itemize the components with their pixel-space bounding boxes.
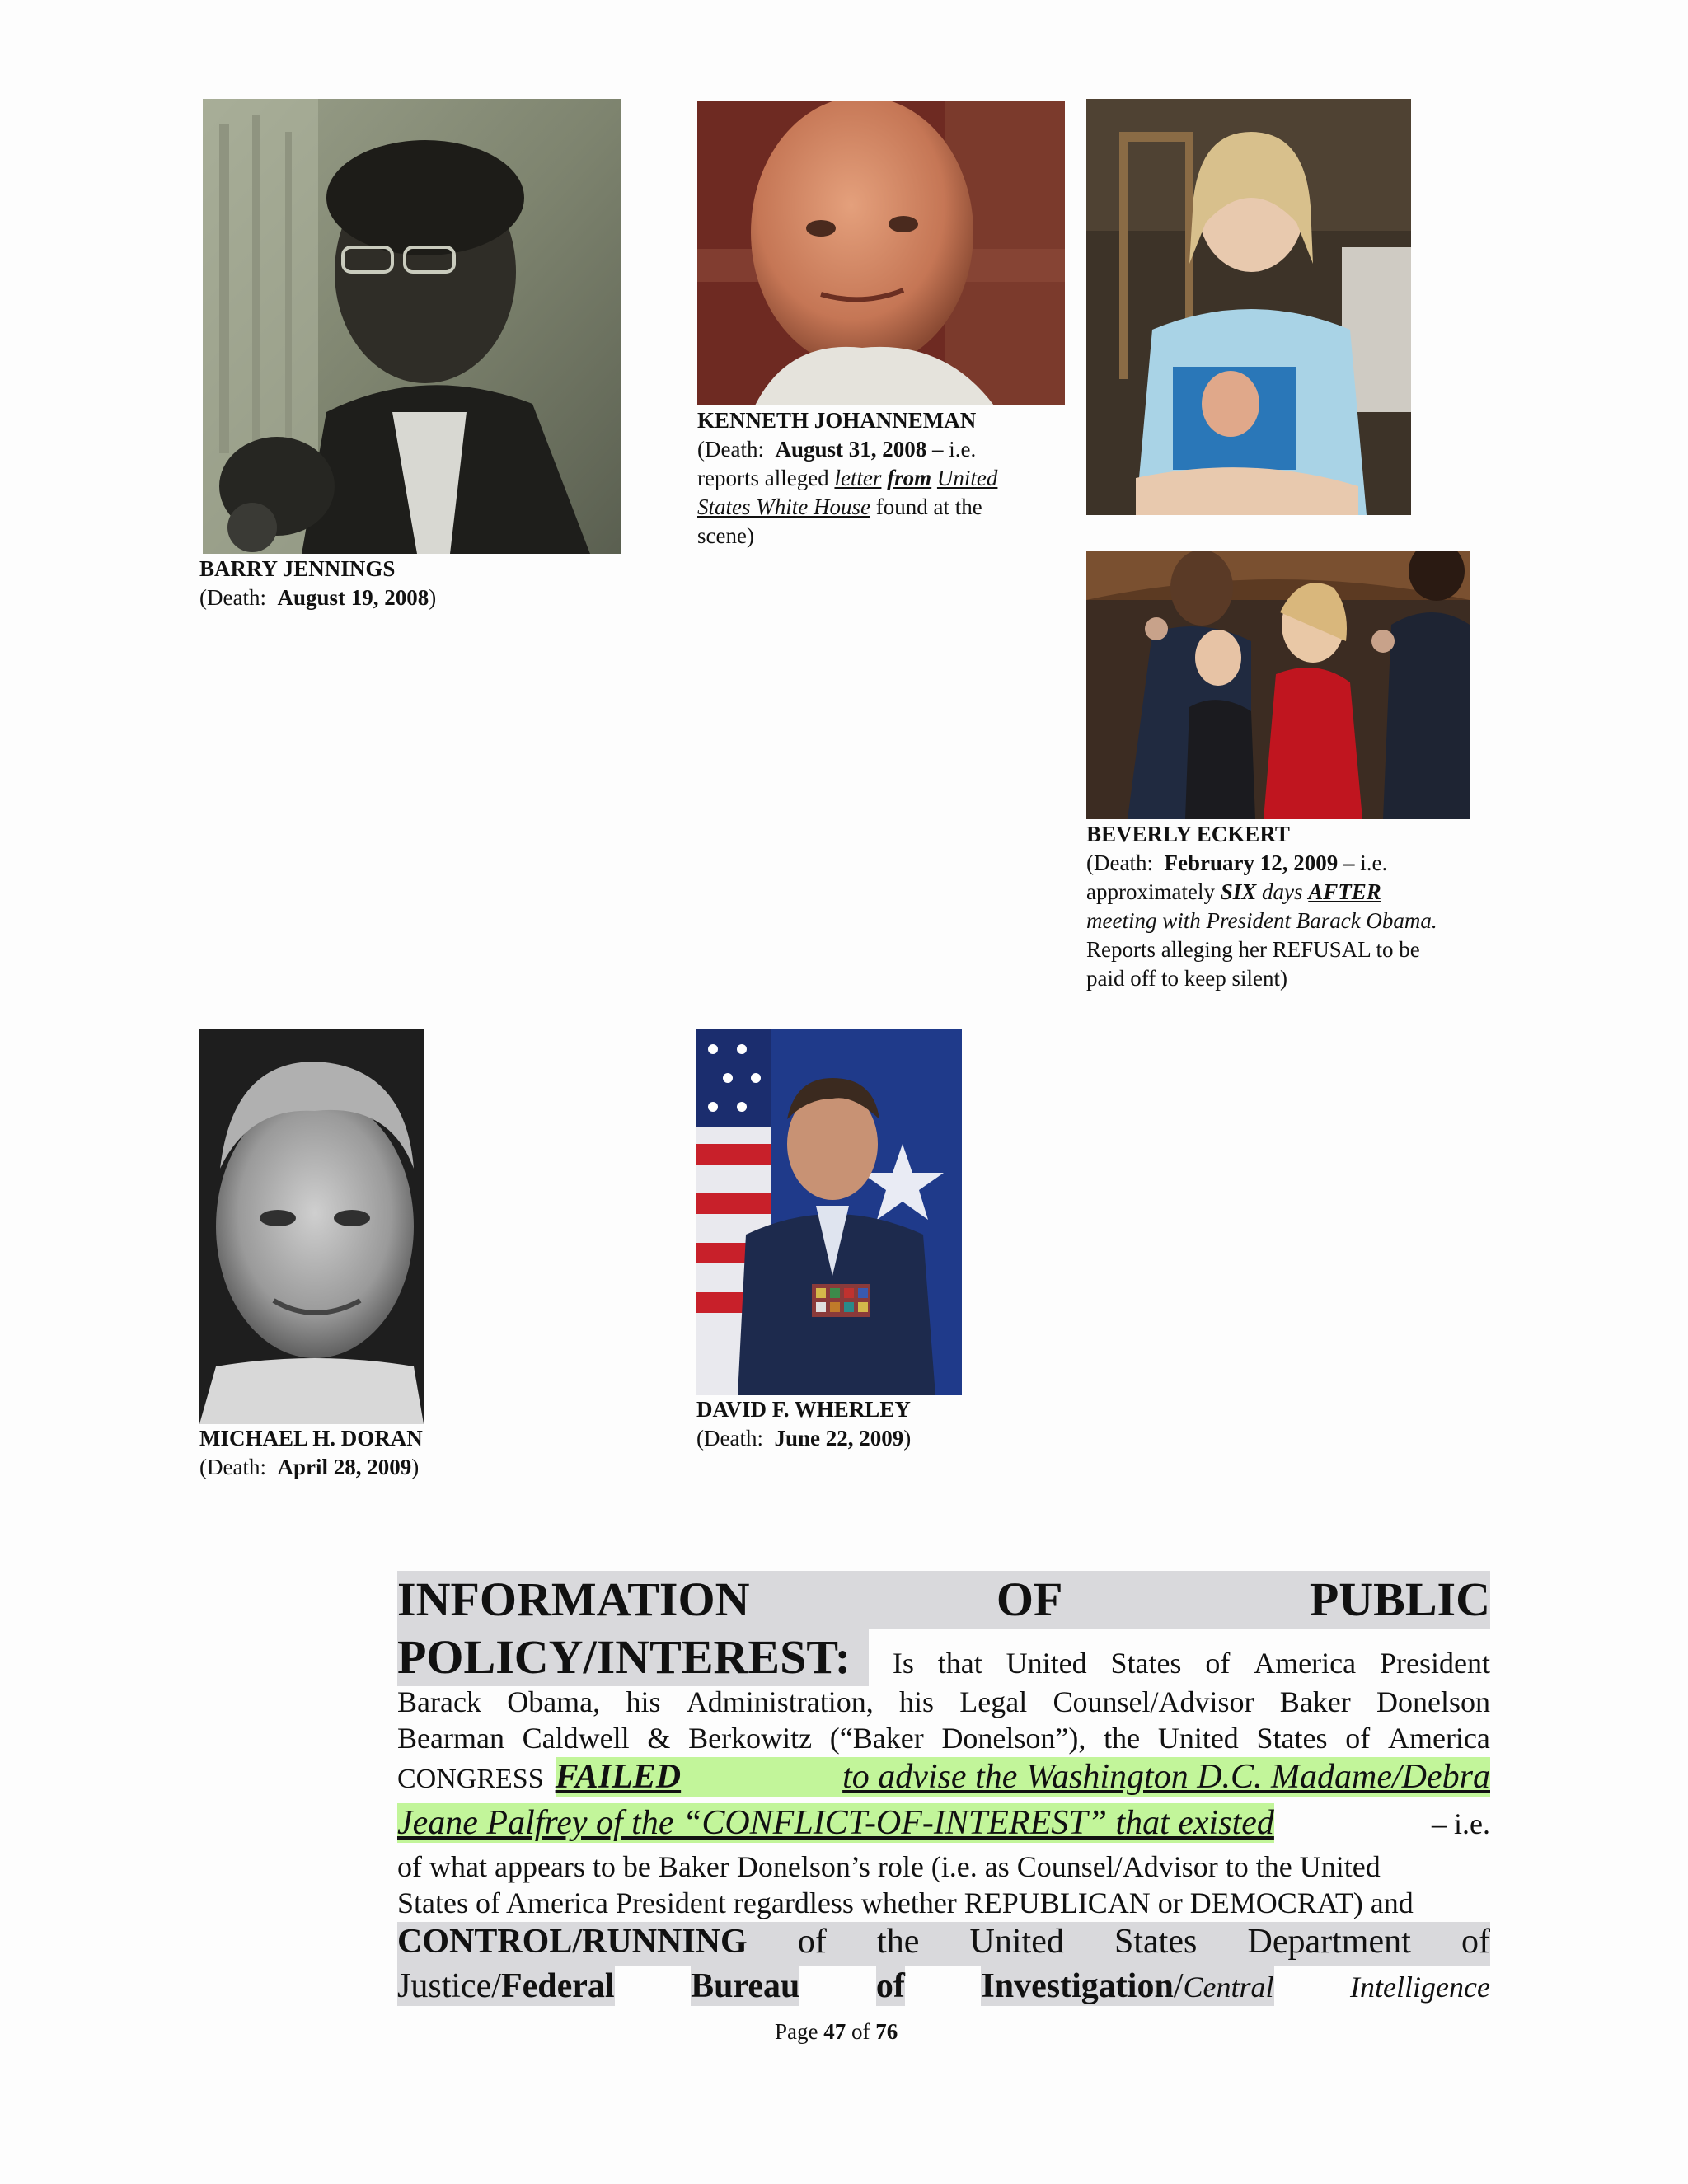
conflict-highlight: Jeane Palfrey of the “CONFLICT-OF-INTEREST” that existed xyxy=(397,1804,1274,1842)
kenneth-johanneman-caption: KENNETH JOHANNEMAN (Death: August 31, 2008 – i.e. reports alleged letter from United States White House found at the scene) xyxy=(697,406,1076,551)
paragraph-line-7: of what appears to be Baker Donelson’s role (i.e. as Counsel/Advisor to the United xyxy=(397,1850,1381,1883)
death-date: August 19, 2008 xyxy=(277,585,429,610)
page-number: Page 47 of 76 xyxy=(775,2019,898,2044)
david-wherley-photo xyxy=(696,1029,962,1395)
paragraph-line-8: States of America President regardless whether REPUBLICAN or DEMOCRAT) and xyxy=(397,1886,1414,1919)
paragraph-line-5: CONGRESS FAILED to advise the Washington D.C. Madame/Debra xyxy=(397,1758,1490,1796)
death-label: (Death: xyxy=(199,585,266,610)
heading-word: INFORMATION xyxy=(397,1572,750,1626)
michael-doran-photo xyxy=(199,1029,424,1424)
michael-doran-caption: MICHAEL H. DORAN (Death: April 28, 2009) xyxy=(199,1426,423,1479)
paragraph-line-4: Bearman Caldwell & Berkowitz (“Baker Donelson”), the United States of America xyxy=(397,1722,1490,1755)
paragraph-line-3: Barack Obama, his Administration, his Legal Counsel/Advisor Baker Donelson xyxy=(397,1685,1490,1718)
death-date: April 28, 2009 xyxy=(277,1455,412,1479)
death-label: (Death: xyxy=(696,1426,763,1451)
death-date: June 22, 2009 xyxy=(774,1426,904,1451)
death-label: (Death: xyxy=(199,1455,266,1479)
public-interest-paragraph xyxy=(397,1571,1490,2011)
david-wherley-name: DAVID F. WHERLEY xyxy=(696,1397,911,1422)
kenneth-johanneman-name: KENNETH JOHANNEMAN xyxy=(697,408,977,433)
death-date: August 31, 2008 xyxy=(775,437,927,462)
beverly-eckert-obama-photo xyxy=(1086,551,1470,819)
beverly-eckert-caption: BEVERLY ECKERT (Death: February 12, 2009 – i.e. approximately SIX days AFTER meeting with President Barack Obama. Reports alleging her REFUSAL to be paid off to keep silent) xyxy=(1086,820,1515,993)
kenneth-johanneman-photo xyxy=(697,101,1065,405)
michael-doran-name: MICHAEL H. DORAN xyxy=(199,1426,423,1451)
barry-jennings-caption: BARRY JENNINGS (Death: August 19, 2008) xyxy=(199,556,437,610)
heading-word: OF xyxy=(996,1572,1063,1626)
barry-jennings-name: BARRY JENNINGS xyxy=(199,556,396,581)
heading-policy: POLICY/INTEREST: xyxy=(397,1629,869,1686)
paragraph-line-2: POLICY/INTEREST: Is that United States of America President xyxy=(397,1629,1490,1685)
death-label: (Death: xyxy=(697,437,764,462)
paragraph-line-6: Jeane Palfrey of the “CONFLICT-OF-INTEREST” that existed – i.e. xyxy=(397,1804,1490,1842)
paragraph-line-10: Justice/Federal Bureau of Investigation/Central Intelligence xyxy=(397,1967,1490,2005)
heading-word: PUBLIC xyxy=(1309,1572,1490,1626)
beverly-eckert-photo xyxy=(1086,99,1411,515)
heading-line-1 xyxy=(397,1571,1490,1629)
beverly-eckert-name: BEVERLY ECKERT xyxy=(1086,822,1290,846)
paragraph-line-9: CONTROL/RUNNING of the United States Department of xyxy=(397,1922,1490,1966)
death-label: (Death: xyxy=(1086,851,1153,875)
death-date: February 12, 2009 xyxy=(1164,851,1339,875)
failed-highlight: FAILED to advise the Washington D.C. Madame/Debra xyxy=(555,1758,1490,1796)
barry-jennings-photo xyxy=(203,99,621,554)
david-wherley-caption: DAVID F. WHERLEY (Death: June 22, 2009) xyxy=(696,1397,912,1451)
